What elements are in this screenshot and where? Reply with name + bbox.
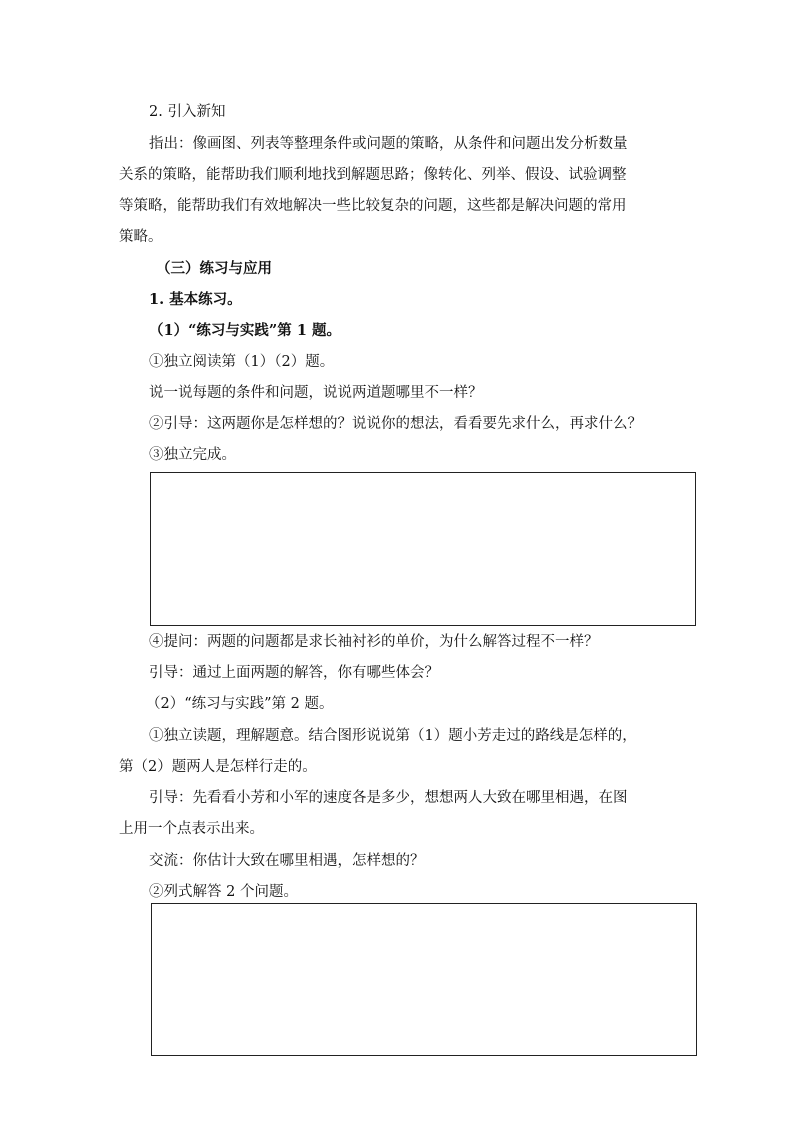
part-heading: （三）练习与应用	[156, 260, 272, 277]
basic-practice-heading: 1. 基本练习。	[149, 291, 242, 308]
exercise2-title: （2）“练习与实践”第 2 题。	[146, 696, 334, 712]
exercise2-step1: ①独立读题，理解题意。结合图形说说第（1）题小芳走过的路线是怎样的，	[149, 728, 637, 744]
exercise1-step4: ④提问：两题的问题都是求长袖衬衫的单价，为什么解答过程不一样？	[149, 634, 599, 650]
exercise1-step2: ②引导：这两题你是怎样想的？说说你的想法，看看要先求什么，再求什么？	[149, 416, 642, 432]
answer-box-2	[151, 903, 697, 1056]
section-heading: 2. 引入新知	[149, 104, 226, 120]
paragraph-line: 等策略，能帮助我们有效地解决一些比较复杂的问题，这些都是解决问题的常用	[119, 198, 627, 214]
exercise1-guide: 引导：通过上面两题的解答，你有哪些体会？	[149, 665, 439, 681]
exercise1-step3: ③独立完成。	[149, 447, 236, 463]
answer-box-1	[150, 472, 696, 626]
exercise2-guide-cont: 上用一个点表示出来。	[119, 821, 264, 837]
exercise2-exchange: 交流：你估计大致在哪里相遇，怎样想的？	[149, 853, 425, 869]
exercise2-guide: 引导：先看看小芳和小军的速度各是多少，想想两人大致在哪里相遇，在图	[149, 790, 628, 806]
paragraph-line: 策略。	[119, 229, 163, 245]
exercise1-step1: ①独立阅读第（1）（2）题。	[149, 354, 335, 370]
exercise1-question: 说一说每题的条件和问题，说说两道题哪里不一样？	[149, 385, 483, 401]
paragraph-line: 关系的策略，能帮助我们顺利地找到解题思路；像转化、列举、假设、试验调整	[119, 167, 627, 183]
paragraph-line: 指出：像画图、列表等整理条件或问题的策略，从条件和问题出发分析数量	[149, 136, 628, 152]
exercise2-step2: ②列式解答 2 个问题。	[149, 884, 298, 900]
exercise2-step1-cont: 第（2）题两人是怎样行走的。	[119, 759, 317, 775]
exercise1-title: （1）“练习与实践”第 1 题。	[149, 322, 341, 339]
